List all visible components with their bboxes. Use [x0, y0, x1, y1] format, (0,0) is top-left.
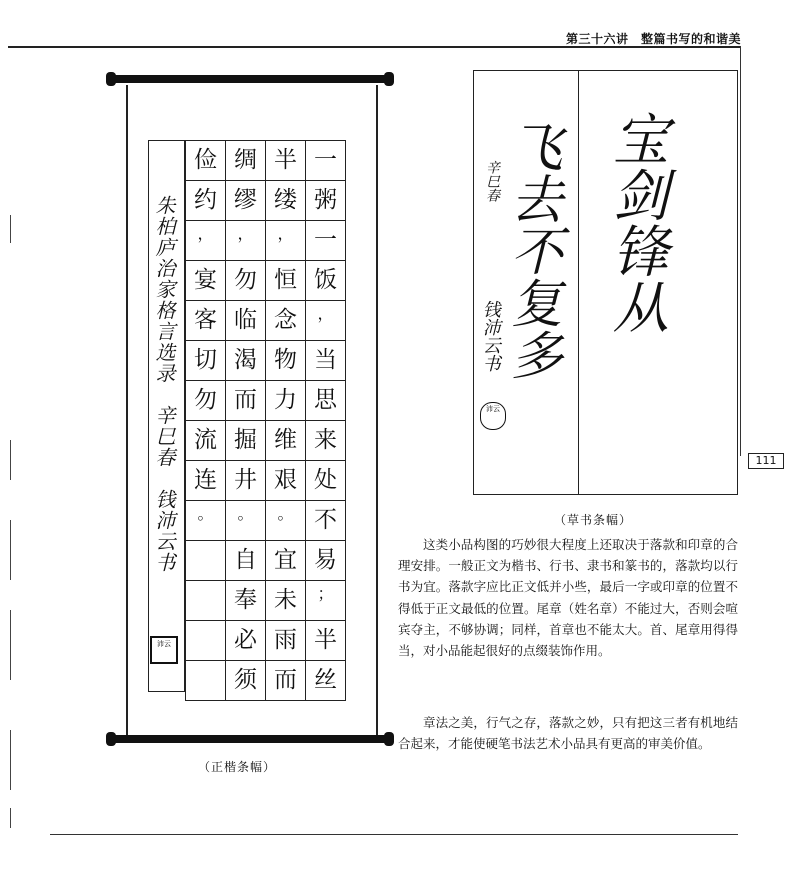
grid-cell: 缪: [226, 181, 266, 221]
grid-cell: 俭: [186, 141, 226, 181]
name-seal: 沛云: [150, 636, 178, 664]
grid-cell: 绸: [226, 141, 266, 181]
grid-cell: [186, 581, 226, 621]
footer-rule: [50, 834, 738, 835]
grid-cell: ，: [306, 301, 346, 341]
grid-cell: [186, 541, 226, 581]
grid-cell: 井: [226, 461, 266, 501]
scroll-rod-knob: [106, 72, 116, 86]
grid-cell: 约: [186, 181, 226, 221]
margin-mark: [10, 440, 11, 480]
grid-cell: 粥: [306, 181, 346, 221]
grid-cell: 缕: [266, 181, 306, 221]
grid-cell: 来: [306, 421, 346, 461]
grid-cell: 掘: [226, 421, 266, 461]
margin-mark: [10, 808, 11, 828]
grid-cell: 自: [226, 541, 266, 581]
grid-cell: 切: [186, 341, 226, 381]
grid-cell: 宜: [266, 541, 306, 581]
grid-cell: 力: [266, 381, 306, 421]
cursive-column-right: 宝剑锋从: [603, 110, 669, 334]
margin-tab-line: [740, 46, 741, 456]
grid-cell: 当: [306, 341, 346, 381]
page-number: 111: [748, 453, 784, 469]
grid-cell: 半: [306, 621, 346, 661]
grid-cell: 饭: [306, 261, 346, 301]
body-paragraph: 章法之美，行气之存，落款之妙，只有把这三者有机地结合起来，才能使硬笔书法艺术小品具有更高的审美价值。: [398, 715, 738, 752]
grid-cell: 须: [226, 661, 266, 701]
grid-cell: ，: [266, 221, 306, 261]
grid-cell: ，: [226, 221, 266, 261]
grid-cell: 一: [306, 221, 346, 261]
grid-cell: 。: [226, 501, 266, 541]
grid-cell: 雨: [266, 621, 306, 661]
body-paragraph: 这类小品构图的巧妙很大程度上还取决于落款和印章的合理安排。一般正文为楷书、行书、隶书和篆书的，落款均以行书为宜。落款字应比正文低并小些，最后一字或印章的位置不得低于正文最低的位置。尾章（姓名章）不能过大，否则会喧宾夺主，不够协调；同样，首章也不能太大。首、尾章用得得当，对小品能起很好的点缀装饰作用。: [398, 537, 738, 659]
grid-cell: 一: [306, 141, 346, 181]
header-rule: [8, 46, 740, 48]
grid-cell: 而: [266, 661, 306, 701]
grid-cell: ；: [306, 581, 346, 621]
cursive-column-middle: 飞去不复多: [501, 120, 562, 380]
scroll-rod-knob: [384, 732, 394, 746]
grid-cell: 未: [266, 581, 306, 621]
caption-regular-script: （正楷条幅）: [198, 760, 277, 774]
calligraphy-grid: [185, 140, 346, 701]
grid-cell: 。: [186, 501, 226, 541]
grid-cell: 易: [306, 541, 346, 581]
scroll-divider: [578, 70, 579, 495]
scroll-rod-knob: [384, 72, 394, 86]
margin-mark: [10, 610, 11, 680]
running-header-title: 第三十六讲 整篇书写的和谐美: [566, 32, 742, 46]
grid-cell: 思: [306, 381, 346, 421]
grid-cell: 而: [226, 381, 266, 421]
grid-cell: 勿: [186, 381, 226, 421]
grid-cell: 连: [186, 461, 226, 501]
grid-cell: [186, 621, 226, 661]
grid-cell: ，: [186, 221, 226, 261]
grid-cell: 处: [306, 461, 346, 501]
grid-cell: 半: [266, 141, 306, 181]
grid-cell: 恒: [266, 261, 306, 301]
name-seal: 沛云: [480, 402, 506, 430]
grid-cell: 艰: [266, 461, 306, 501]
grid-cell: 渴: [226, 341, 266, 381]
margin-mark: [10, 215, 11, 243]
grid-cell: 宴: [186, 261, 226, 301]
grid-cell: 丝: [306, 661, 346, 701]
scroll-rod-knob: [106, 732, 116, 746]
margin-mark: [10, 730, 11, 790]
margin-mark: [10, 520, 11, 580]
grid-cell: 必: [226, 621, 266, 661]
grid-cell: 客: [186, 301, 226, 341]
scroll-bottom-rod: [112, 735, 388, 743]
grid-cell: [186, 661, 226, 701]
grid-cell: 勿: [226, 261, 266, 301]
colophon-text: 朱柏庐治家格言选录 辛巳春 钱沛云书: [152, 195, 176, 573]
grid-cell: 物: [266, 341, 306, 381]
scroll-top-rod: [112, 75, 388, 83]
grid-cell: 维: [266, 421, 306, 461]
grid-cell: 流: [186, 421, 226, 461]
date-inscription: 辛巳春: [484, 160, 500, 202]
grid-cell: 临: [226, 301, 266, 341]
caption-cursive-script: （草书条幅）: [554, 513, 633, 527]
grid-cell: 奉: [226, 581, 266, 621]
grid-cell: 不: [306, 501, 346, 541]
grid-cell: 。: [266, 501, 306, 541]
grid-cell: 念: [266, 301, 306, 341]
signature: 钱沛云书: [479, 300, 501, 372]
